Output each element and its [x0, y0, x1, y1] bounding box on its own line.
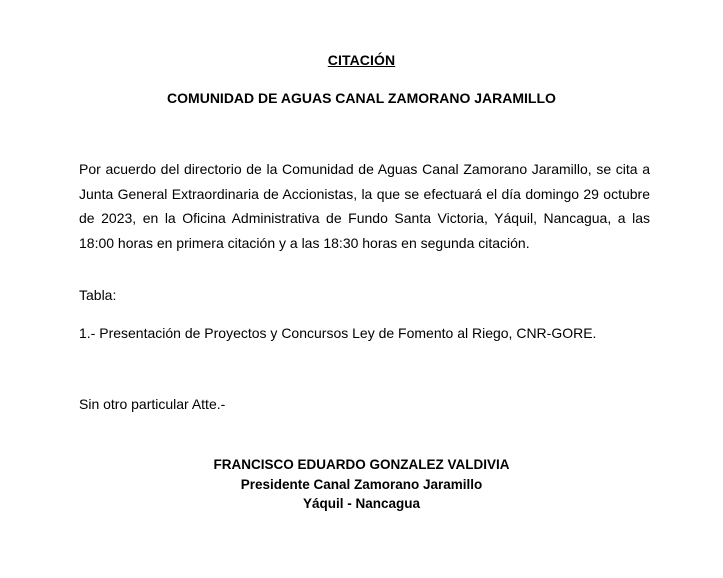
agenda-item: 1.- Presentación de Proyectos y Concursos Ley de Fomento al Riego, CNR-GORE. [79, 325, 597, 341]
body-paragraph: Por acuerdo del directorio de la Comunidad de Aguas Canal Zamorano Jaramillo, se cita a Junta General Extraordinaria de Accionistas, la que se efectuará el día domingo 29 octubre de 2023, en la Oficina Administrativa de Fundo Santa Victoria, Yáquil, Nancagua, a las 18:00 horas en primera citación y a las 18:30 horas en segunda citación. [79, 161, 650, 251]
closing-line: Sin otro particular Atte.- [79, 396, 226, 412]
document-subtitle: COMUNIDAD DE AGUAS CANAL ZAMORANO JARAMILLO [167, 90, 556, 106]
agenda-label: Tabla: [79, 287, 117, 303]
signature-role: Presidente Canal Zamorano Jaramillo [240, 476, 483, 492]
signature-block [0, 455, 723, 514]
document-title: CITACIÓN [327, 52, 396, 68]
signature-name: FRANCISCO EDUARDO GONZALEZ VALDIVIA [213, 457, 510, 472]
signature-location: Yáquil - Nancagua [302, 496, 421, 511]
